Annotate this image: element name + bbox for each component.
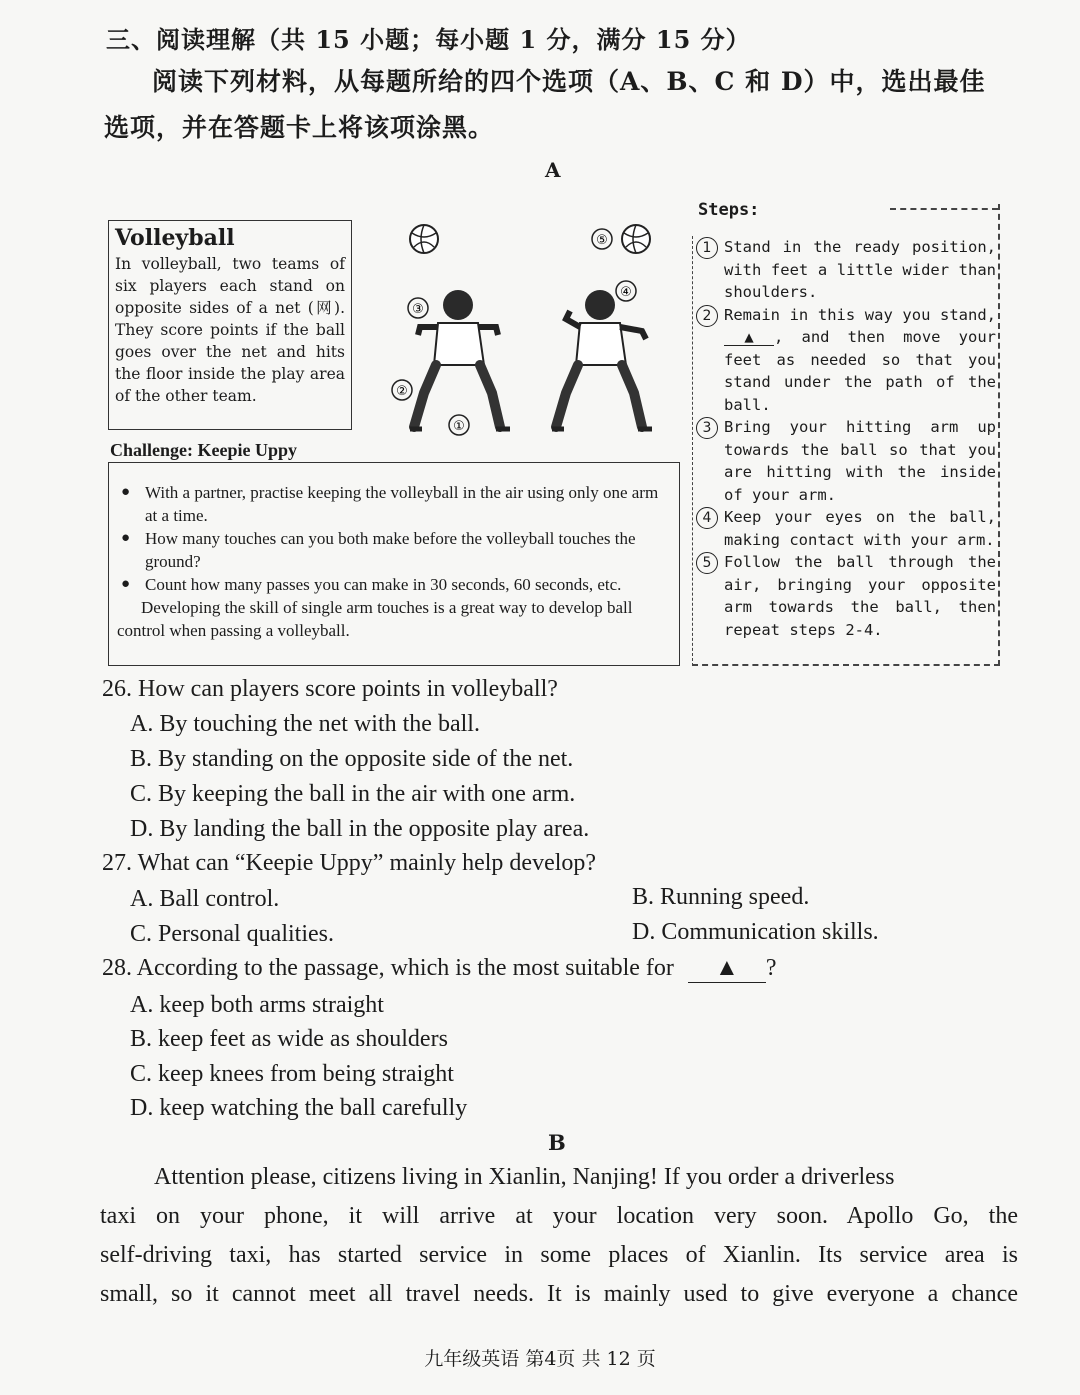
volleyball-text: In volleyball, two teams of six players each stand on opposite sides of a net (网). They score points if the ball goes over the net and hits the floor inside the play area of the other team. — [115, 255, 345, 405]
answer-blank: ▲ — [688, 955, 766, 983]
question-27-option-c: C. Personal qualities. — [130, 921, 334, 947]
passage-b-line-3: self-driving taxi, has started service in some places of Xianlin. Its service area is — [100, 1242, 1018, 1268]
svg-text:②: ② — [396, 384, 408, 399]
question-27-stem: 27. What can “Keepie Uppy” mainly help develop? — [102, 850, 597, 876]
challenge-bullet: ● With a partner, practise keeping the volleyball in the air using only one arm at a time. — [117, 481, 671, 527]
challenge-title: Challenge: Keepie Uppy — [110, 440, 297, 460]
volleyball-figures-illustration — [380, 215, 680, 445]
question-26-option-d: D. By landing the ball in the opposite play area. — [130, 816, 590, 842]
volleyball-ball-icon — [622, 225, 650, 253]
instruction-line-2: 选项，并在答题卡上将该项涂黑。 — [104, 113, 495, 142]
player-figure-left — [410, 290, 510, 429]
challenge-bullet: ● Count how many passes you can make in 30 seconds, 60 seconds, etc. — [117, 573, 671, 596]
svg-text:④: ④ — [620, 285, 632, 300]
bullet-icon: ● — [121, 484, 131, 500]
step-number: 1 — [696, 237, 718, 259]
bullet-icon: ● — [121, 576, 131, 592]
volleyball-info-box — [108, 220, 352, 430]
figure-label-2 — [392, 380, 412, 400]
question-28-option-d: D. keep watching the ball carefully — [130, 1095, 468, 1121]
step-item: 5 Follow the ball through the air, bringing your opposite arm towards the ball, then repeat steps 2-4. — [696, 551, 996, 641]
passage-a-label: A — [545, 158, 562, 182]
question-27-option-d: D. Communication skills. — [632, 919, 879, 945]
step-item: 3 Bring your hitting arm up towards the ball so that you are hitting with the inside of your arm. — [696, 416, 996, 506]
figure-label-5 — [592, 229, 612, 249]
question-27-option-a: A. Ball control. — [130, 886, 280, 912]
step-number: 4 — [696, 507, 718, 529]
passage-b-label: B — [548, 1130, 567, 1155]
step-item: 2 Remain in this way you stand, ▲ , and then move your feet as needed so that you stand under the path of the ball. — [696, 304, 996, 417]
step-number: 3 — [696, 417, 718, 439]
figure-label-1 — [449, 415, 469, 435]
bullet-icon: ● — [121, 530, 131, 546]
step-item: 4 Keep your eyes on the ball, making contact with your arm. — [696, 506, 996, 551]
question-26-stem: 26. How can players score points in volleyball? — [102, 676, 558, 702]
step-item: 1 Stand in the ready position, with feet a little wider than shoulders. — [696, 236, 996, 304]
question-28-option-c: C. keep knees from being straight — [130, 1061, 454, 1087]
question-27-option-b: B. Running speed. — [632, 884, 810, 910]
passage-b-line-1: Attention please, citizens living in Xianlin, Nanjing! If you order a driverless — [154, 1164, 895, 1190]
passage-b-line-2: taxi on your phone, it will arrive at your location very soon. Apollo Go, the — [100, 1203, 1018, 1229]
challenge-bullet: ● How many touches can you both make before the volleyball touches the ground? — [117, 527, 671, 573]
challenge-closing: Developing the skill of single arm touches is a great way to develop ball control when passing a volleyball. — [117, 598, 633, 640]
instruction-line-1: 阅读下列材料，从每题所给的四个选项（A、B、C 和 D）中，选出最佳 — [152, 67, 986, 96]
question-26-option-c: C. By keeping the ball in the air with one arm. — [130, 781, 576, 807]
steps-box-left-border — [692, 236, 693, 666]
question-28-option-a: A. keep both arms straight — [130, 992, 384, 1018]
volleyball-ball-icon — [410, 225, 438, 253]
steps-title: Steps: — [698, 200, 760, 220]
figure-label-3 — [408, 298, 428, 318]
answer-blank: ▲ — [724, 329, 774, 346]
figure-label-4 — [616, 281, 636, 301]
volleyball-title: Volleyball — [115, 225, 235, 251]
step-number: 2 — [696, 305, 718, 327]
question-28-stem: 28. According to the passage, which is the most suitable for ▲ ? — [102, 955, 777, 981]
svg-text:①: ① — [453, 419, 465, 434]
svg-text:⑤: ⑤ — [596, 233, 608, 248]
challenge-box — [108, 462, 680, 666]
step-number: 5 — [696, 552, 718, 574]
steps-list — [696, 236, 996, 641]
steps-box-top-border — [890, 208, 998, 210]
section-title: 三、阅读理解（共 15 小题；每小题 1 分，满分 15 分） — [106, 25, 751, 54]
question-28-option-b: B. keep feet as wide as shoulders — [130, 1026, 448, 1052]
question-26-option-a: A. By touching the net with the ball. — [130, 711, 480, 737]
page-footer: 九年级英语 第4页 共 12 页 — [424, 1348, 656, 1370]
svg-text:③: ③ — [412, 302, 424, 317]
passage-b-line-4: small, so it cannot meet all travel needs. It is mainly used to give everyone a chance — [100, 1281, 1018, 1307]
player-figure-right — [552, 290, 652, 429]
question-26-option-b: B. By standing on the opposite side of the net. — [130, 746, 574, 772]
